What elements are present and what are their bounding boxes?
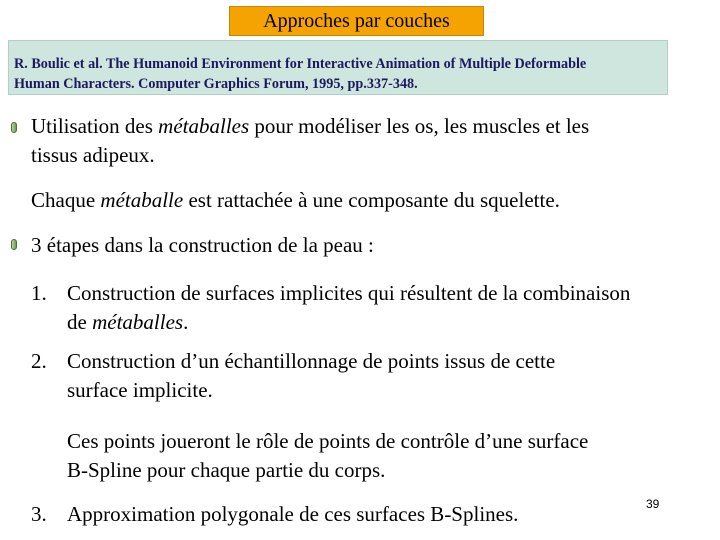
bullet-1-line-2: tissus adipeux. — [31, 143, 155, 167]
paragraph-emphasis: métaballe — [100, 188, 184, 212]
step-1-emphasis: métaballes — [92, 310, 184, 334]
slide-title-text: Approches par couches — [263, 10, 450, 32]
step-2-line-2: surface implicite. — [67, 378, 213, 402]
step-1-line-1: Construction de surfaces implicites qui résultent de la combinaison — [67, 281, 631, 305]
reference-line-1: R. Boulic et al. The Humanoid Environment for Interactive Animation of Multiple Deformable — [14, 56, 587, 72]
bullet-1-emphasis: métaballes — [158, 114, 250, 138]
step-2-note-line-1: Ces points joueront le rôle de points de contrôle d’une surface — [67, 429, 589, 453]
bullet-1-text: Utilisation des — [31, 114, 159, 138]
bullet-1-line-1 — [31, 112, 589, 141]
step-1-text-end: . — [183, 310, 189, 334]
step-3-line-1: Approximation polygonale de ces surfaces B-Splines. — [67, 502, 519, 526]
step-1-text: de — [67, 310, 93, 334]
step-1-line-2 — [67, 308, 188, 337]
bullet-icon — [11, 239, 17, 250]
step-2-line-1: Construction d’un échantillonnage de points issus de cette — [67, 349, 556, 373]
step-2-number: 2. — [31, 349, 47, 373]
reference-line-2: Human Characters. Computer Graphics Forum, 1995, pp.337-348. — [14, 76, 418, 92]
paragraph-text-end: est rattachée à une composante du squelette. — [183, 188, 560, 212]
bullet-icon — [11, 122, 17, 133]
step-2-note-line-2: B-Spline pour chaque partie du corps. — [67, 458, 386, 482]
paragraph-metaballe — [31, 186, 560, 215]
bullet-1-text-end: pour modéliser les os, les muscles et les — [249, 114, 590, 138]
paragraph-text: Chaque — [31, 188, 101, 212]
bullet-2-text: 3 étapes dans la construction de la peau : — [31, 233, 374, 257]
reference-citation — [8, 40, 668, 95]
step-1-number: 1. — [31, 281, 47, 305]
step-3-number: 3. — [31, 502, 47, 526]
page-number: 39 — [646, 497, 660, 511]
slide-title — [229, 6, 484, 36]
